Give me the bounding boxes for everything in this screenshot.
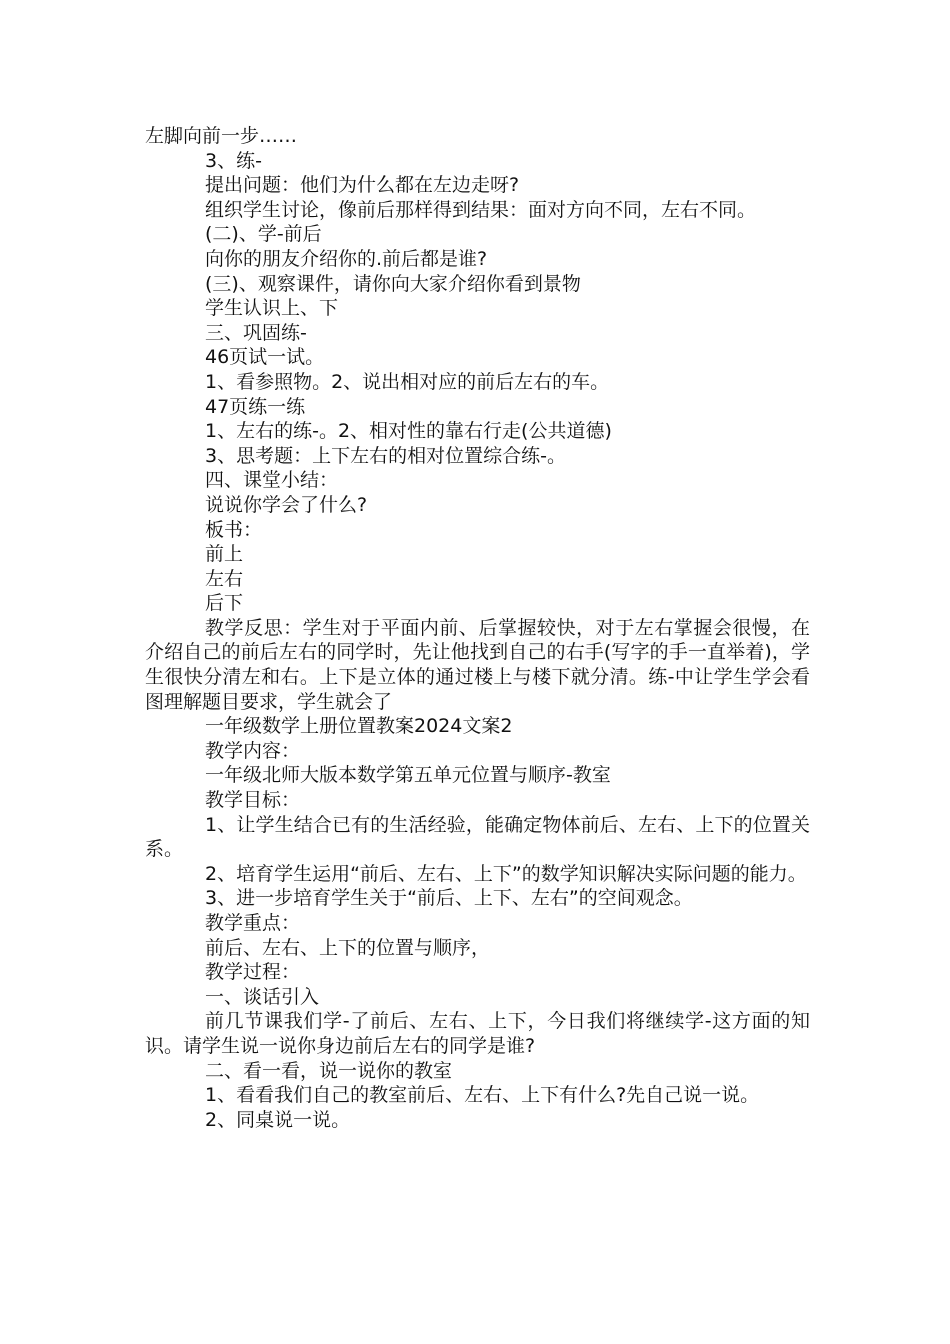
paragraph: 前几节课我们学-了前后、左右、上下，今日我们将继续学-这方面的知识。请学生说一说你身边前后左右的同学是谁? — [145, 1010, 810, 1057]
paragraph: 2、培育学生运用“前后、左右、上下”的数学知识解决实际问题的能力。 — [205, 862, 807, 885]
text-line: 前后、左右、上下的位置与顺序， — [205, 936, 491, 959]
section-heading: 四、课堂小结： — [205, 469, 339, 492]
paragraph: 1、看看我们自己的教室前后、左右、上下有什么?先自己说一说。 — [205, 1084, 760, 1107]
section-heading: 三、巩固练- — [205, 321, 307, 344]
text-line: 学生认识上、下 — [205, 297, 339, 320]
document-title: 一年级数学上册位置教案2024文案2 — [205, 715, 513, 738]
text-line: 1、看参照物。2、说出相对应的前后左右的车。 — [205, 370, 610, 393]
text-line: 左脚向前一步…… — [145, 125, 298, 147]
text-line: (三)、观察课件，请你向大家介绍你看到景物 — [205, 272, 581, 295]
text-line: 说说你学会了什么? — [205, 493, 368, 516]
text-line: 教学目标： — [205, 789, 301, 812]
text-line: 一年级北师大版本数学第五单元位置与顺序-教室 — [205, 764, 611, 787]
paragraph: 1、让学生结合已有的生活经验，能确定物体前后、左右、上下的位置关系。 — [145, 813, 810, 861]
text-line: 1、左右的练-。2、相对性的靠右行走(公共道德) — [205, 420, 612, 443]
text-line: 教学重点： — [205, 912, 301, 934]
text-line: 提出问题：他们为什么都在左边走呀? — [205, 174, 520, 197]
text-line: 教学过程： — [205, 961, 301, 984]
text-line: 向你的朋友介绍你的.前后都是谁? — [205, 247, 488, 270]
text-line: 教学内容： — [205, 739, 301, 762]
text-line: 3、思考题：上下左右的相对位置综合练-。 — [205, 444, 566, 467]
text-line: 3、练- — [205, 149, 262, 172]
section-heading: 一、谈话引入 — [205, 985, 320, 1008]
text-line: 板书： — [205, 518, 263, 541]
text-line: 左右 — [205, 567, 244, 590]
text-line: 后下 — [205, 592, 244, 615]
document-body — [145, 124, 810, 1132]
text-line: 3、进一步培育学生关于“前后、上下、左右”的空间观念。 — [205, 887, 693, 910]
text-line: 2、同桌说一说。 — [205, 1108, 351, 1131]
paragraph: 组织学生讨论，像前后那样得到结果：面对方向不同，左右不同。 — [205, 198, 757, 221]
section-heading: 二、看一看，说一说你的教室 — [205, 1059, 453, 1082]
text-line: 前上 — [205, 543, 244, 566]
text-line: 47页练一练 — [205, 395, 306, 418]
text-line: 46页试一试。 — [205, 346, 325, 369]
paragraph: 教学反思：学生对于平面内前、后掌握较快，对于左右掌握会很慢，在介绍自己的前后左右的同学时，先让他找到自己的右手(写字的手一直举着)，学生很快分清左和右。上下是立体的通过楼上与楼下就分清。练-中让学生学会看图理解题目要求，学生就会了 — [145, 616, 810, 713]
text-line: (二)、学-前后 — [205, 223, 322, 246]
